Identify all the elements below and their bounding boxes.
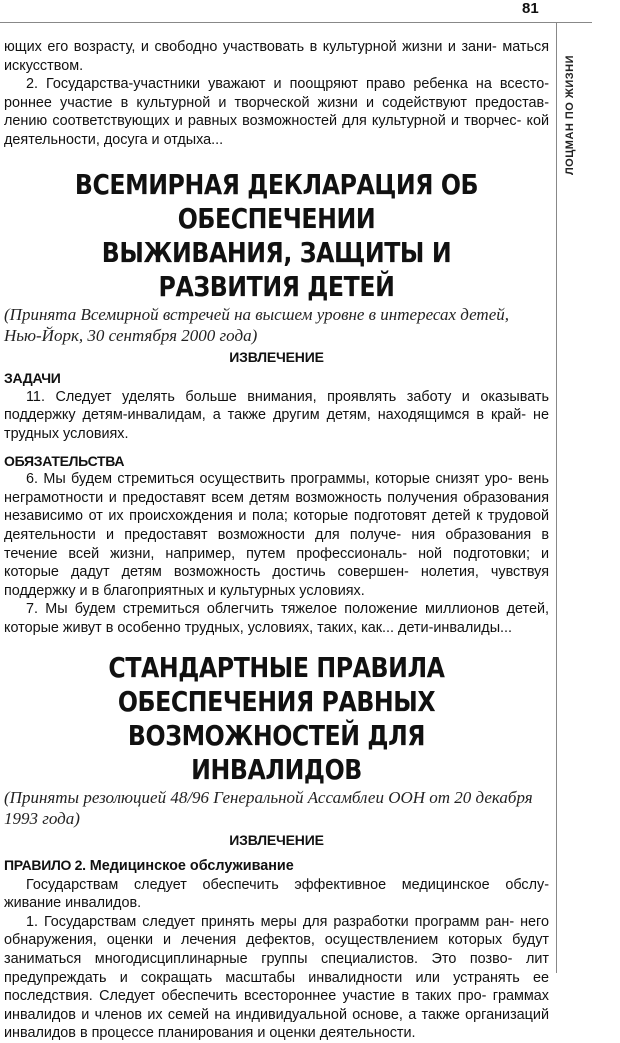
section1-heading (42, 168, 511, 304)
rule-2-label: ПРАВИЛО 2. (4, 857, 86, 874)
intro-paragraph-1: ющих его возрасту, и свободно участвовать в культурной жизни и зани- маться искусством. (4, 39, 549, 74)
section2-extract-label: ИЗВЛЕЧЕНИЕ (229, 832, 324, 849)
tasks-title: ЗАДАЧИ (4, 370, 61, 387)
rule-2-title: Медицинское обслуживание (89, 858, 294, 875)
tasks-paragraph: 11. Следует уделять больше внимания, проявлять заботу и оказывать поддержку детям-инвалидам, а также другим детям, находящимся в край- не трудных условиях. (4, 388, 549, 442)
section1-heading-line2: ВЫЖИВАНИЯ, ЗАЩИТЫ И РАЗВИТИЯ ДЕТЕЙ (101, 236, 452, 303)
page-body (4, 38, 549, 1043)
section2-heading (42, 651, 511, 787)
page-number: 81 (522, 0, 539, 17)
section2-adoption-note: (Приняты резолюцией 48/96 Генеральной Ассамблеи ООН от 20 декабря 1993 года) (4, 788, 533, 829)
obligations-paragraph-6: 6. Мы будем стремиться осуществить программы, которые снизят уро- вень неграмотности и предоставят всем детям возможность получения образования независимо от их происхождения и пола; которые подготовят детей к трудовой деятельности и предоставят возможности для получе- ния образования в течение всей жизни, например, путем профессиональ- ной подготовки; и которые дадут детям возможность достичь совершен- нолетия, чувствуя поддержку и в благоприятных и культурных условиях. (4, 471, 549, 599)
section1-adoption-note: (Принята Всемирной встречей на высшем уровне в интересах детей, Нью-Йорк, 30 сентября 2000 года) (4, 304, 509, 345)
rule-2-heading (4, 856, 549, 876)
running-side-title: ЛОЦМАН ПО ЖИЗНИ (564, 55, 576, 176)
header-rule (0, 22, 592, 23)
margin-rule (556, 22, 557, 973)
rule-2-intro: Государствам следует обеспечить эффективное медицинское обслу- живание инвалидов. (4, 876, 549, 912)
rule-2-paragraph-1: 1. Государствам следует принять меры для разработки программ ран- него обнаружения, оценки и лечения дефектов, осуществлением которых будут заниматься многодисциплинарные группы специалистов. Это позво- лит предупреждать и сокращать масштабы инвалидности или устранять ее последствия. Следует обеспечить всестороннее участие в таких про- граммах инвалидов и членов их семей на индивидуальной основе, а также организаций инвалидов в процессе планирования и оценки деятельности. (4, 913, 549, 1042)
section2-heading-line2: ВОЗМОЖНОСТЕЙ ДЛЯ ИНВАЛИДОВ (127, 720, 426, 787)
obligations-paragraph-7: 7. Мы будем стремиться облегчить тяжелое положение миллионов детей, которые живут в особенно трудных, условиях, таких, как... дети-инвалиды... (4, 601, 549, 636)
section1-heading-line1: ВСЕМИРНАЯ ДЕКЛАРАЦИЯ ОБ ОБЕСПЕЧЕНИИ (74, 168, 479, 235)
intro-paragraph-2: 2. Государства-участники уважают и поощряют право ребенка на всесто- роннее участие в культурной и творческой жизни и содействуют предостав- лению соответствующих и равных возможностей для культурной и творчес- кой деятельности, досуга и отдыха... (4, 76, 549, 148)
section1-extract-label: ИЗВЛЕЧЕНИЕ (229, 348, 324, 365)
section2-heading-line1: СТАНДАРТНЫЕ ПРАВИЛА ОБЕСПЕЧЕНИЯ РАВНЫХ (108, 652, 445, 719)
obligations-title: ОБЯЗАТЕЛЬСТВА (4, 452, 125, 469)
